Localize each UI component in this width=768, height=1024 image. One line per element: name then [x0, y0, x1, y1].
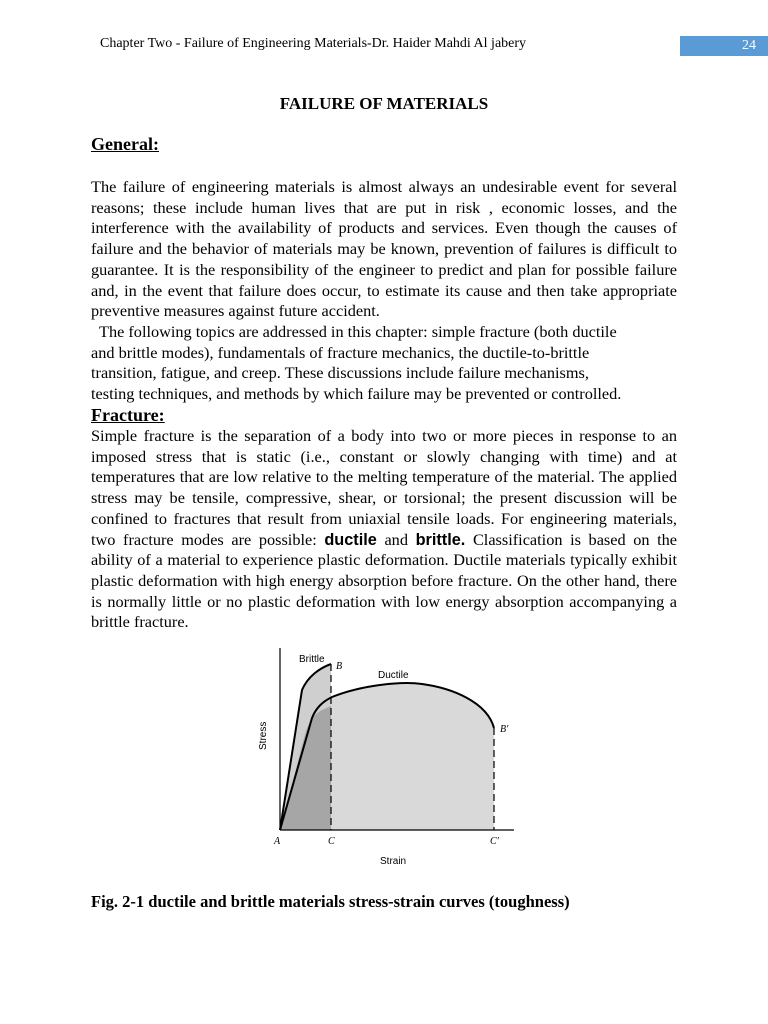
- fracture-text-after: Classification is based on the ability of a material to experience plastic deformation. Ductile materials typically exhibit plastic deformation with high energy absorption before fracture. On the other hand, there is normally little or no plastic deformation with low energy absorption accompanying a brittle fracture.: [91, 529, 678, 632]
- page-title: FAILURE OF MATERIALS: [279, 94, 489, 113]
- figure-caption: Fig. 2-1 ductile and brittle materials stress-strain curves (toughness): [91, 892, 570, 911]
- point-c-label: C: [328, 836, 335, 847]
- fracture-text-before: Simple fracture is the separation of a body into two or more pieces in response to an imposed stress that is static (i.e., constant or slowly changing with time) and at temperatures that are low relative to the melting temperature of the material. The applied stress may be tensile, compressive, shear, or torsional; the present discussion will be confined to fractures that result from uniaxial tensile loads. For engineering materials, two fracture modes are possible:: [91, 426, 677, 549]
- general-paragraph-2: [91, 322, 677, 405]
- general-paragraph-2-line: testing techniques, and methods by which failure may be prevented or controlled.: [91, 384, 622, 404]
- general-paragraph-2-line: The following topics are addressed in this chapter: simple fracture (both ductile: [99, 322, 617, 341]
- general-heading: General:: [91, 134, 159, 154]
- strain-axis-label: Strain: [380, 856, 407, 867]
- stress-strain-figure: [252, 640, 518, 877]
- brittle-label: Brittle: [299, 654, 325, 665]
- general-paragraph-1: The failure of engineering materials is almost always an undesirable event for several reasons; these include human lives that are put in risk , economic losses, and the interference with the availability of products and services. Even though the causes of failure and the behavior of materials may be known, prevention of failures is difficult to guarantee. It is the responsibility of the engineer to predict and plan for possible failure and, in the event that failure does occur, to estimate its cause and then take appropriate preventive measures against future accident.: [91, 177, 677, 321]
- stress-strain-diagram: [252, 640, 518, 872]
- ductile-label: Ductile: [378, 670, 409, 681]
- stress-axis-label: Stress: [258, 721, 269, 750]
- general-paragraph-2-line: transition, fatigue, and creep. These discussions include failure mechanisms,: [91, 363, 589, 383]
- and-word: and: [376, 529, 416, 549]
- fracture-paragraph: [91, 426, 677, 633]
- point-a-label: A: [274, 836, 281, 847]
- point-b-label: B: [336, 661, 343, 672]
- point-b-prime-label: B′: [500, 724, 509, 735]
- ductile-term: ductile: [324, 530, 377, 549]
- general-paragraph-2-line: and brittle modes), fundamentals of fracture mechanics, the ductile-to-brittle: [91, 342, 590, 362]
- point-c-prime-label: C′: [490, 836, 499, 847]
- fracture-heading: Fracture:: [91, 405, 165, 425]
- brittle-term: brittle.: [415, 530, 466, 549]
- page-number-badge: 24: [680, 36, 768, 56]
- running-header: Chapter Two - Failure of Engineering Materials-Dr. Haider Mahdi Al jabery: [100, 36, 527, 51]
